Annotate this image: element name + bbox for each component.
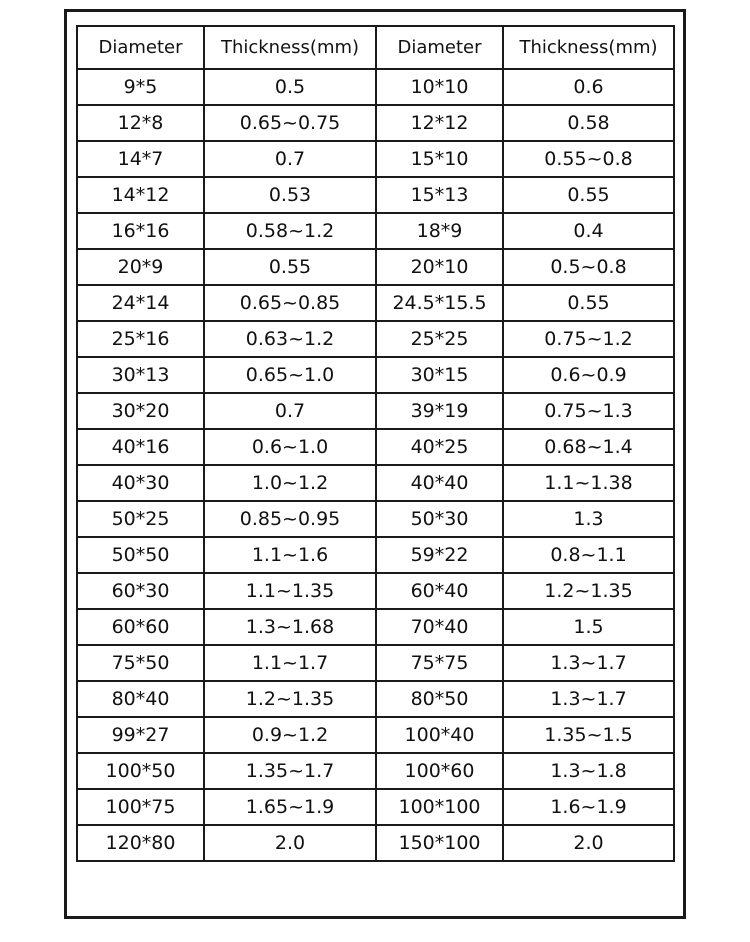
diameter-right-cell: 80*50 — [376, 681, 503, 717]
header-row — [77, 26, 674, 69]
thickness-right-cell: 0.8~1.1 — [503, 537, 674, 573]
diameter-right-cell: 50*30 — [376, 501, 503, 537]
table-row — [77, 717, 674, 753]
diameter-right-cell: 25*25 — [376, 321, 503, 357]
diameter-left-cell: 24*14 — [77, 285, 204, 321]
diameter-right-cell: 40*40 — [376, 465, 503, 501]
diameter-right-cell: 15*13 — [376, 177, 503, 213]
table-row — [77, 249, 674, 285]
header-diameter-left: Diameter — [77, 26, 204, 69]
thickness-right-cell: 0.4 — [503, 213, 674, 249]
table-row — [77, 321, 674, 357]
diameter-right-cell: 75*75 — [376, 645, 503, 681]
table-row — [77, 357, 674, 393]
diameter-left-cell: 40*30 — [77, 465, 204, 501]
thickness-left-cell: 0.7 — [204, 393, 376, 429]
diameter-left-cell: 100*50 — [77, 753, 204, 789]
thickness-right-cell: 0.6~0.9 — [503, 357, 674, 393]
diameter-right-cell: 100*100 — [376, 789, 503, 825]
diameter-left-cell: 14*12 — [77, 177, 204, 213]
table-row — [77, 69, 674, 105]
table-row — [77, 213, 674, 249]
thickness-right-cell: 1.5 — [503, 609, 674, 645]
header-thickness-left: Thickness(mm) — [204, 26, 376, 69]
table-row — [77, 105, 674, 141]
thickness-left-cell: 1.2~1.35 — [204, 681, 376, 717]
thickness-right-cell: 0.55~0.8 — [503, 141, 674, 177]
thickness-left-cell: 0.65~1.0 — [204, 357, 376, 393]
thickness-left-cell: 1.65~1.9 — [204, 789, 376, 825]
table-row — [77, 393, 674, 429]
diameter-left-cell: 40*16 — [77, 429, 204, 465]
table-row — [77, 573, 674, 609]
thickness-right-cell: 0.75~1.2 — [503, 321, 674, 357]
diameter-left-cell: 50*25 — [77, 501, 204, 537]
diameter-left-cell: 30*20 — [77, 393, 204, 429]
diameter-left-cell: 60*30 — [77, 573, 204, 609]
thickness-right-cell: 1.2~1.35 — [503, 573, 674, 609]
diameter-right-cell: 60*40 — [376, 573, 503, 609]
diameter-right-cell: 15*10 — [376, 141, 503, 177]
diameter-right-cell: 30*15 — [376, 357, 503, 393]
diameter-right-cell: 18*9 — [376, 213, 503, 249]
thickness-left-cell: 0.6~1.0 — [204, 429, 376, 465]
thickness-right-cell: 1.3~1.7 — [503, 645, 674, 681]
thickness-left-cell: 2.0 — [204, 825, 376, 861]
thickness-right-cell: 0.55 — [503, 177, 674, 213]
thickness-left-cell: 1.35~1.7 — [204, 753, 376, 789]
table-row — [77, 141, 674, 177]
spec-table — [76, 25, 675, 862]
diameter-right-cell: 12*12 — [376, 105, 503, 141]
thickness-left-cell: 1.1~1.35 — [204, 573, 376, 609]
table-header — [77, 26, 674, 69]
diameter-right-cell: 40*25 — [376, 429, 503, 465]
diameter-right-cell: 100*40 — [376, 717, 503, 753]
thickness-left-cell: 0.9~1.2 — [204, 717, 376, 753]
diameter-right-cell: 100*60 — [376, 753, 503, 789]
thickness-left-cell: 0.53 — [204, 177, 376, 213]
thickness-right-cell: 0.55 — [503, 285, 674, 321]
thickness-right-cell: 1.3 — [503, 501, 674, 537]
table-row — [77, 537, 674, 573]
table-row — [77, 789, 674, 825]
thickness-left-cell: 1.3~1.68 — [204, 609, 376, 645]
table-row — [77, 465, 674, 501]
thickness-left-cell: 0.85~0.95 — [204, 501, 376, 537]
thickness-right-cell: 1.1~1.38 — [503, 465, 674, 501]
table-row — [77, 681, 674, 717]
diameter-right-cell: 39*19 — [376, 393, 503, 429]
diameter-right-cell: 20*10 — [376, 249, 503, 285]
diameter-left-cell: 80*40 — [77, 681, 204, 717]
table-row — [77, 609, 674, 645]
diameter-left-cell: 60*60 — [77, 609, 204, 645]
header-diameter-right: Diameter — [376, 26, 503, 69]
thickness-left-cell: 0.65~0.75 — [204, 105, 376, 141]
thickness-left-cell: 0.7 — [204, 141, 376, 177]
table-row — [77, 501, 674, 537]
diameter-right-cell: 70*40 — [376, 609, 503, 645]
thickness-left-cell: 1.0~1.2 — [204, 465, 376, 501]
thickness-left-cell: 1.1~1.6 — [204, 537, 376, 573]
thickness-right-cell: 1.6~1.9 — [503, 789, 674, 825]
table-row — [77, 753, 674, 789]
thickness-right-cell: 1.3~1.8 — [503, 753, 674, 789]
diameter-left-cell: 9*5 — [77, 69, 204, 105]
diameter-left-cell: 100*75 — [77, 789, 204, 825]
diameter-right-cell: 59*22 — [376, 537, 503, 573]
diameter-right-cell: 24.5*15.5 — [376, 285, 503, 321]
thickness-right-cell: 2.0 — [503, 825, 674, 861]
thickness-left-cell: 0.55 — [204, 249, 376, 285]
diameter-left-cell: 16*16 — [77, 213, 204, 249]
table-row — [77, 177, 674, 213]
diameter-left-cell: 120*80 — [77, 825, 204, 861]
table-row — [77, 645, 674, 681]
diameter-left-cell: 75*50 — [77, 645, 204, 681]
table-row — [77, 285, 674, 321]
diameter-left-cell: 20*9 — [77, 249, 204, 285]
thickness-right-cell: 1.3~1.7 — [503, 681, 674, 717]
header-thickness-right: Thickness(mm) — [503, 26, 674, 69]
thickness-left-cell: 0.58~1.2 — [204, 213, 376, 249]
diameter-left-cell: 50*50 — [77, 537, 204, 573]
thickness-right-cell: 0.75~1.3 — [503, 393, 674, 429]
thickness-left-cell: 0.63~1.2 — [204, 321, 376, 357]
thickness-left-cell: 1.1~1.7 — [204, 645, 376, 681]
thickness-left-cell: 0.5 — [204, 69, 376, 105]
table-body — [77, 69, 674, 861]
thickness-right-cell: 0.5~0.8 — [503, 249, 674, 285]
diameter-left-cell: 99*27 — [77, 717, 204, 753]
diameter-right-cell: 10*10 — [376, 69, 503, 105]
thickness-right-cell: 0.6 — [503, 69, 674, 105]
diameter-left-cell: 25*16 — [77, 321, 204, 357]
diameter-left-cell: 14*7 — [77, 141, 204, 177]
table-row — [77, 825, 674, 861]
diameter-left-cell: 12*8 — [77, 105, 204, 141]
thickness-right-cell: 0.68~1.4 — [503, 429, 674, 465]
diameter-left-cell: 30*13 — [77, 357, 204, 393]
thickness-right-cell: 1.35~1.5 — [503, 717, 674, 753]
table-row — [77, 429, 674, 465]
diameter-right-cell: 150*100 — [376, 825, 503, 861]
thickness-left-cell: 0.65~0.85 — [204, 285, 376, 321]
thickness-right-cell: 0.58 — [503, 105, 674, 141]
